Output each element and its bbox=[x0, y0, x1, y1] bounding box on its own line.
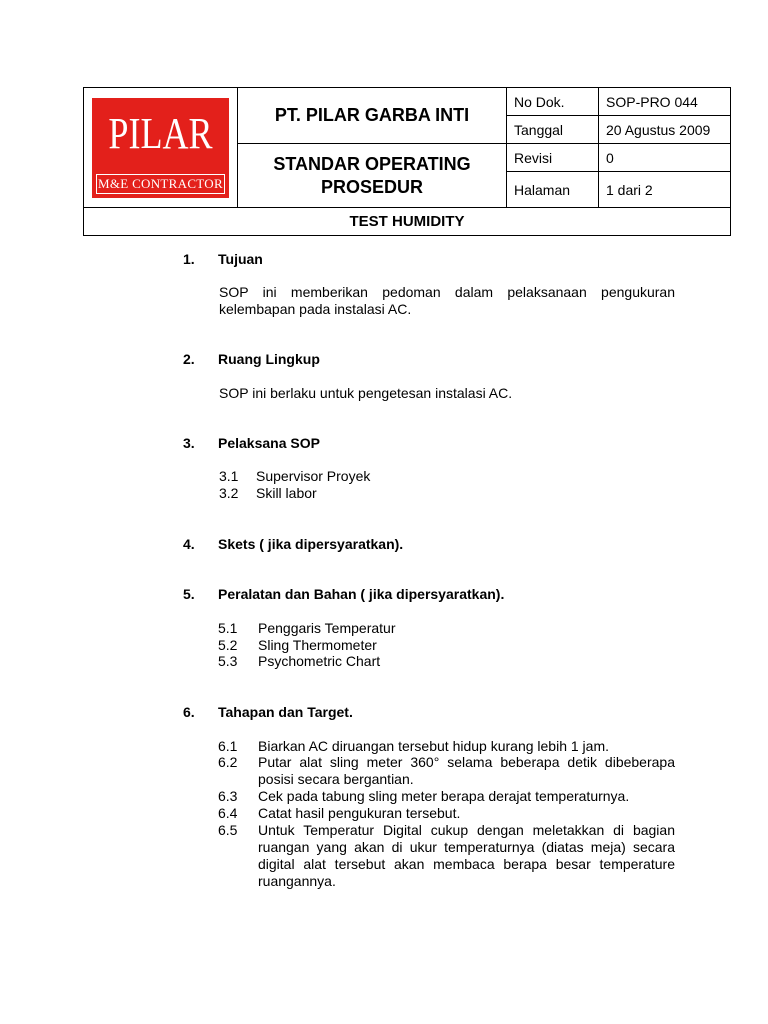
list-item bbox=[218, 788, 675, 805]
item-number: 5.2 bbox=[218, 637, 238, 653]
item-text: Supervisor Proyek bbox=[256, 468, 371, 484]
item-text: Putar alat sling meter 360° selama beberapa detik dibeberapa posisi secara bergantian. bbox=[258, 754, 675, 787]
item-text: Catat hasil pengukuran tersebut. bbox=[258, 805, 461, 821]
document-title: TEST HUMIDITY bbox=[84, 208, 731, 236]
item-number: 6.5 bbox=[218, 822, 238, 838]
document-header bbox=[83, 87, 731, 236]
section-paragraph: SOP ini berlaku untuk pengetesan instalasi AC. bbox=[219, 385, 513, 401]
logo-cell bbox=[84, 88, 238, 208]
meta-label-date: Tanggal bbox=[507, 116, 599, 144]
sop-title bbox=[238, 144, 507, 208]
item-text: Psychometric Chart bbox=[258, 653, 381, 669]
list-item bbox=[218, 754, 675, 788]
item-text: Skill labor bbox=[256, 485, 317, 501]
section-number: 1. bbox=[183, 251, 195, 267]
meta-label-page: Halaman bbox=[507, 172, 599, 208]
item-number: 6.1 bbox=[218, 738, 238, 754]
meta-value-date: 20 Agustus 2009 bbox=[599, 116, 731, 144]
meta-value-doc-no: SOP-PRO 044 bbox=[599, 88, 731, 116]
meta-value-revision: 0 bbox=[599, 144, 731, 172]
section-paragraph: SOP ini memberikan pedoman dalam pelaksanaan pengukuran kelembapan pada instalasi AC. bbox=[219, 284, 675, 317]
item-number: 3.1 bbox=[219, 468, 239, 484]
item-number: 6.3 bbox=[218, 788, 238, 804]
section-number: 2. bbox=[183, 351, 195, 367]
list-item bbox=[218, 822, 675, 890]
sop-title-line2: PROSEDUR bbox=[320, 176, 423, 197]
list-item bbox=[218, 738, 675, 755]
logo-word: PILAR bbox=[108, 108, 213, 158]
item-number: 6.4 bbox=[218, 805, 238, 821]
item-text: Penggaris Temperatur bbox=[258, 620, 396, 636]
section-title: Tujuan bbox=[218, 251, 263, 267]
section-number: 5. bbox=[183, 586, 195, 602]
section-number: 3. bbox=[183, 435, 195, 451]
meta-label-revision: Revisi bbox=[507, 144, 599, 172]
section-number: 6. bbox=[183, 704, 195, 720]
meta-label-doc-no: No Dok. bbox=[507, 88, 599, 116]
section-title: Ruang Lingkup bbox=[218, 351, 320, 367]
section-title: Skets ( jika dipersyaratkan). bbox=[218, 536, 404, 552]
item-number: 3.2 bbox=[219, 485, 239, 501]
logo-subtitle: M&E CONTRACTOR bbox=[96, 174, 225, 194]
item-text: Cek pada tabung sling meter berapa derajat temperaturnya. bbox=[258, 788, 630, 804]
item-number: 6.2 bbox=[218, 754, 238, 770]
item-number: 5.1 bbox=[218, 620, 238, 636]
section-title: Tahapan dan Target. bbox=[218, 704, 353, 720]
company-name: PT. PILAR GARBA INTI bbox=[238, 88, 507, 144]
item-text: Untuk Temperatur Digital cukup dengan meletakkan di bagian ruangan yang akan di ukur temperaturnya (diatas meja) secara digital alat tersebut akan membaca berapa besar temperature ruangannya. bbox=[258, 822, 675, 889]
list-item bbox=[218, 805, 675, 822]
section-title: Pelaksana SOP bbox=[218, 435, 320, 451]
item-text: Biarkan AC diruangan tersebut hidup kurang lebih 1 jam. bbox=[258, 738, 609, 754]
company-logo bbox=[92, 98, 229, 198]
sop-title-line1: STANDAR OPERATING bbox=[273, 153, 471, 174]
meta-value-page: 1 dari 2 bbox=[599, 172, 731, 208]
item-number: 5.3 bbox=[218, 653, 238, 669]
section-title: Peralatan dan Bahan ( jika dipersyaratkan). bbox=[218, 586, 505, 602]
item-text: Sling Thermometer bbox=[258, 637, 377, 653]
section-number: 4. bbox=[183, 536, 195, 552]
